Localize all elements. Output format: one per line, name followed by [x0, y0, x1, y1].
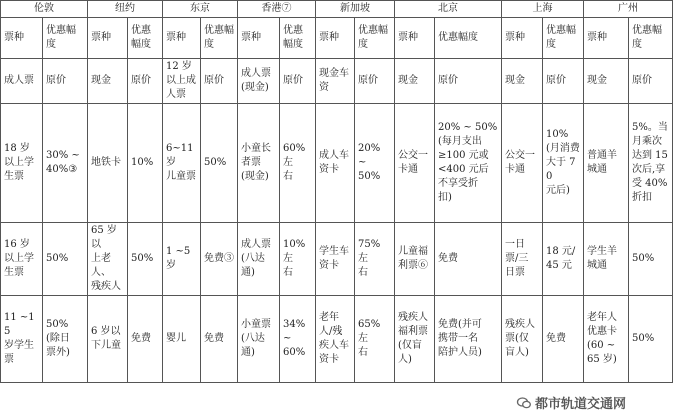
ticket-type-cell: 65 岁以 上老人、 残疾人: [88, 223, 128, 296]
ticket-type-cell: 地铁卡: [88, 104, 128, 223]
ticket-type-cell: 公交一 卡通: [502, 104, 543, 223]
discount-cell: 10%: [128, 104, 163, 223]
ticket-type-cell: 学生羊 城通: [584, 223, 629, 296]
discount-cell: 原价: [355, 59, 395, 104]
discount-cell: 18 元/ 45 元: [543, 223, 584, 296]
discount-cell: 50%: [201, 104, 238, 223]
ticket-type-cell: 老年人 优惠卡 (60 ~ 65 岁): [584, 296, 629, 383]
discount-cell: 免费: [543, 296, 584, 383]
ticket-type-cell: 6~11 岁 儿童票: [163, 104, 201, 223]
ticket-type-cell: 12 岁 以上成 人票: [163, 59, 201, 104]
discount-header: 优惠幅度: [355, 18, 395, 59]
watermark-text: 都市轨道交通网: [534, 397, 626, 412]
ticket-type-cell: 16 岁 以上学 生票: [1, 223, 43, 296]
discount-header: 优惠幅度: [543, 18, 584, 59]
discount-cell: 75% 左 右: [355, 223, 395, 296]
ticket-type-cell: 成人票 (现金): [238, 59, 280, 104]
discount-cell: 免费(并可 携带一名 陪护人员): [435, 296, 502, 383]
city-header: 广州: [584, 1, 673, 18]
discount-cell: 原价: [435, 59, 502, 104]
ticket-type-cell: 残疾人 票(仅 盲人): [502, 296, 543, 383]
city-header: 伦敦: [1, 1, 88, 18]
discount-cell: 5%。当 月乘次 达到 15 次后,享 受 40% 折扣: [629, 104, 673, 223]
discount-cell: 免费③: [201, 223, 238, 296]
discount-cell: 20% ~ 50% (每月支出 ≥100 元或 <400 元后 不享受折 扣): [435, 104, 502, 223]
ticket-type-cell: 普通羊 城通: [584, 104, 629, 223]
discount-cell: 10% (月消费 大于 70 元后): [543, 104, 584, 223]
discount-header: 优惠幅度: [43, 18, 88, 59]
city-header: 北京: [395, 1, 502, 18]
discount-cell: 20% ~ 50%: [355, 104, 395, 223]
ticket-type-cell: 小童票 (八达 通): [238, 296, 280, 383]
discount-cell: 65% 左 右: [355, 296, 395, 383]
city-header-row: [1, 1, 673, 18]
city-header: 上海: [502, 1, 584, 18]
discount-cell: 原价: [201, 59, 238, 104]
discount-cell: 原价: [280, 59, 316, 104]
ticket-type-header: 票种: [1, 18, 43, 59]
discount-cell: 原价: [128, 59, 163, 104]
table-row: [1, 296, 673, 383]
wechat-icon: [517, 396, 531, 410]
city-header: 新加坡: [316, 1, 395, 18]
discount-cell: 原价: [543, 59, 584, 104]
discount-cell: 34% ~ 60%: [280, 296, 316, 383]
ticket-type-header: 票种: [163, 18, 201, 59]
city-header: 香港⑦: [238, 1, 316, 18]
ticket-type-cell: 6 岁以 下儿童: [88, 296, 128, 383]
ticket-type-cell: 一日 票/三 日票: [502, 223, 543, 296]
discount-cell: 10% 左 右: [280, 223, 316, 296]
ticket-type-header: 票种: [502, 18, 543, 59]
ticket-type-cell: 成人票 (八达 通): [238, 223, 280, 296]
ticket-type-cell: 老年 人/残 疾人车 资卡: [316, 296, 355, 383]
ticket-type-cell: 11 ~15 岁学生 票: [1, 296, 43, 383]
discount-cell: 免费: [201, 296, 238, 383]
discount-cell: 30% ~ 40%③: [43, 104, 88, 223]
ticket-type-header: 票种: [395, 18, 435, 59]
discount-cell: 原价: [629, 59, 673, 104]
ticket-type-cell: 现金车 资: [316, 59, 355, 104]
ticket-type-cell: 小童长 者票 (现金): [238, 104, 280, 223]
watermark: [513, 392, 630, 413]
city-header: 东京: [163, 1, 238, 18]
ticket-type-cell: 现金: [395, 59, 435, 104]
ticket-type-header: 票种: [584, 18, 629, 59]
discount-header: 优惠幅度: [629, 18, 673, 59]
ticket-type-cell: 成人车 资卡: [316, 104, 355, 223]
table-row: [1, 104, 673, 223]
ticket-type-cell: 现金: [584, 59, 629, 104]
city-header: 纽约: [88, 1, 163, 18]
ticket-type-cell: 公交一 卡通: [395, 104, 435, 223]
table-row: [1, 59, 673, 104]
ticket-type-header: 票种: [238, 18, 280, 59]
discount-cell: 免费: [435, 223, 502, 296]
ticket-type-cell: 现金: [88, 59, 128, 104]
discount-cell: 50% (除日 票外): [43, 296, 88, 383]
ticket-type-cell: 婴儿: [163, 296, 201, 383]
discount-cell: 50%: [43, 223, 88, 296]
discount-cell: 50%: [629, 296, 673, 383]
ticket-type-cell: 现金: [502, 59, 543, 104]
discount-header: 优惠幅度: [128, 18, 163, 59]
discount-cell: 50%: [128, 223, 163, 296]
ticket-type-cell: 18 岁 以上学 生票: [1, 104, 43, 223]
ticket-type-cell: 成人票: [1, 59, 43, 104]
discount-cell: 免费: [128, 296, 163, 383]
discount-cell: 50%: [629, 223, 673, 296]
ticket-type-cell: 儿童福 利票⑥: [395, 223, 435, 296]
ticket-type-cell: 1 ~5 岁: [163, 223, 201, 296]
discount-cell: 原价: [43, 59, 88, 104]
ticket-type-header: 票种: [316, 18, 355, 59]
ticket-type-header: 票种: [88, 18, 128, 59]
discount-header: 优惠幅度: [435, 18, 502, 59]
ticket-type-cell: 学生车 资卡: [316, 223, 355, 296]
column-header-row: [1, 18, 673, 59]
table-row: [1, 223, 673, 296]
discount-header: 优惠幅度: [280, 18, 316, 59]
discount-header: 优惠幅度: [201, 18, 238, 59]
ticket-type-cell: 残疾人 福利票 (仅盲 人): [395, 296, 435, 383]
discount-cell: 60% 左 右: [280, 104, 316, 223]
